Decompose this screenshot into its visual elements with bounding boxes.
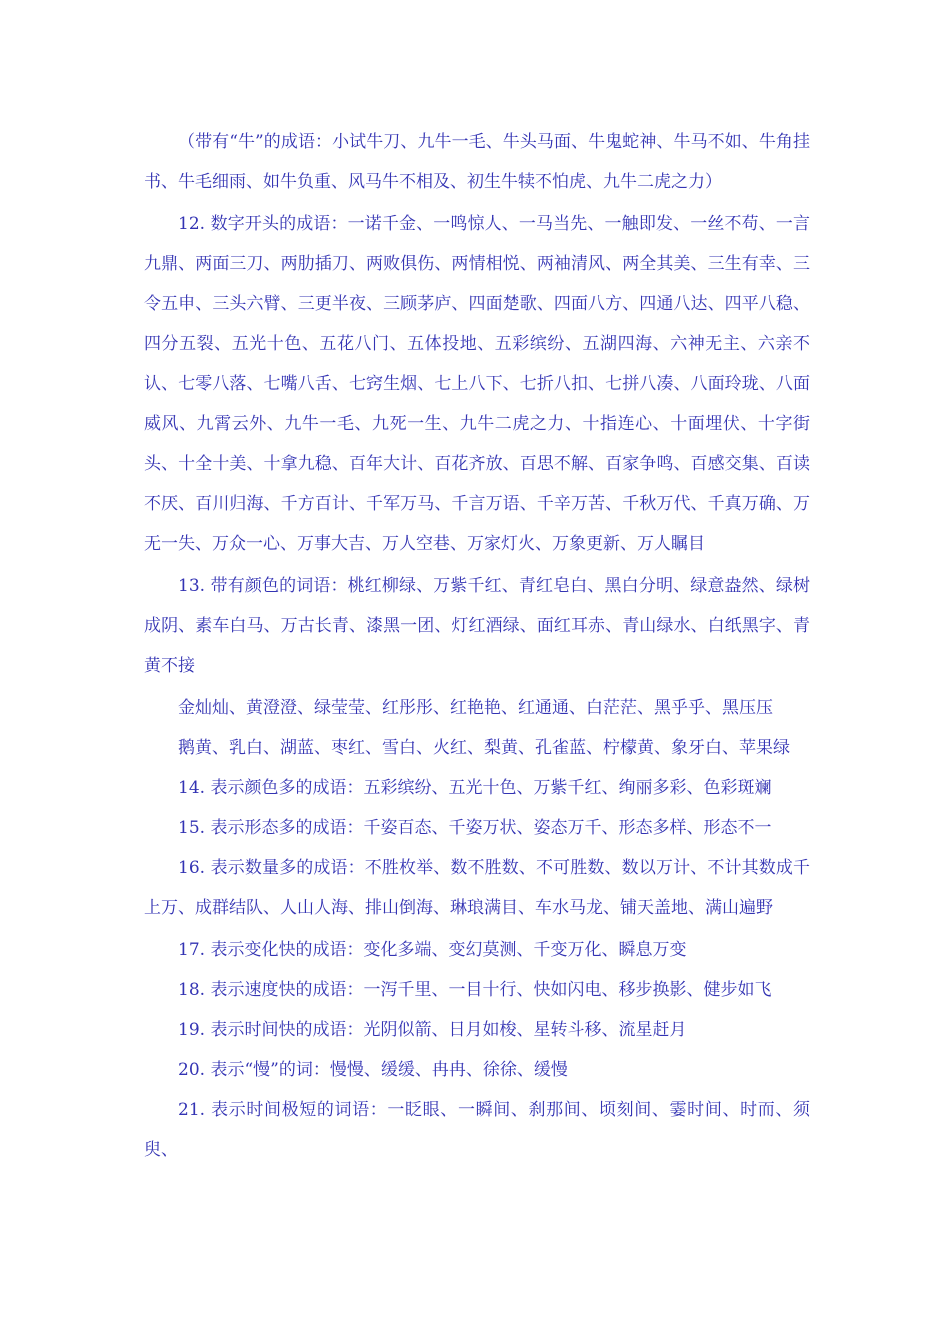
paragraph-ox-idioms: （带有“牛”的成语：小试牛刀、九牛一毛、牛头马面、牛鬼蛇神、牛马不如、牛角挂书、牛毛细雨、如牛负重、风马牛不相及、初生牛犊不怕虎、九牛二虎之力） bbox=[144, 132, 810, 192]
paragraph-short-time: 21. 表示时间极短的词语：一眨眼、一瞬间、刹那间、顷刻间、霎时间、时而、须臾、 bbox=[144, 1100, 810, 1160]
document-body bbox=[144, 122, 810, 1170]
paragraph-many-colors: 14. 表示颜色多的成语：五彩缤纷、五光十色、万紫千红、绚丽多彩、色彩斑斓 bbox=[178, 778, 772, 798]
paragraph-slow-words: 20. 表示“慢”的词：慢慢、缓缓、冉冉、徐徐、缓慢 bbox=[178, 1060, 568, 1080]
paragraph-fast-speed: 18. 表示速度快的成语：一泻千里、一目十行、快如闪电、移步换影、健步如飞 bbox=[178, 980, 772, 1000]
paragraph-color-reduplicated: 金灿灿、黄澄澄、绿莹莹、红彤彤、红艳艳、红通通、白茫茫、黑乎乎、黑压压 bbox=[178, 698, 773, 718]
paragraph-number-idioms: 12. 数字开头的成语：一诺千金、一鸣惊人、一马当先、一触即发、一丝不苟、一言九鼎、两面三刀、两肋插刀、两败俱伤、两情相悦、两袖清风、两全其美、三生有幸、三令五申、三头六臂、三更半夜、三顾茅庐、四面楚歌、四面八方、四通八达、四平八稳、四分五裂、五光十色、五花八门、五体投地、五彩缤纷、五湖四海、六神无主、六亲不认、七零八落、七嘴八舌、七窍生烟、七上八下、七折八扣、七拼八凑、八面玲珑、八面威风、九霄云外、九牛一毛、九死一生、九牛二虎之力、十指连心、十面埋伏、十字街头、十全十美、十拿九稳、百年大计、百花齐放、百思不解、百家争鸣、百感交集、百读不厌、百川归海、千方百计、千军万马、千言万语、千辛万苦、千秋万代、千真万确、万无一失、万众一心、万事大吉、万人空巷、万家灯火、万象更新、万人瞩目 bbox=[144, 214, 810, 554]
paragraph-color-names: 鹅黄、乳白、湖蓝、枣红、雪白、火红、梨黄、孔雀蓝、柠檬黄、象牙白、苹果绿 bbox=[178, 738, 790, 758]
paragraph-many-forms: 15. 表示形态多的成语：千姿百态、千姿万状、姿态万千、形态多样、形态不一 bbox=[178, 818, 772, 838]
paragraph-many-quantity: 16. 表示数量多的成语：不胜枚举、数不胜数、不可胜数、数以万计、不计其数成千上万、成群结队、人山人海、排山倒海、琳琅满目、车水马龙、铺天盖地、满山遍野 bbox=[144, 858, 810, 918]
paragraph-color-words: 13. 带有颜色的词语：桃红柳绿、万紫千红、青红皂白、黑白分明、绿意盎然、绿树成阴、素车白马、万古长青、漆黑一团、灯红酒绿、面红耳赤、青山绿水、白纸黑字、青黄不接 bbox=[144, 576, 810, 676]
paragraph-fast-time: 19. 表示时间快的成语：光阴似箭、日月如梭、星转斗移、流星赶月 bbox=[178, 1020, 687, 1040]
paragraph-fast-change: 17. 表示变化快的成语：变化多端、变幻莫测、千变万化、瞬息万变 bbox=[178, 940, 687, 960]
